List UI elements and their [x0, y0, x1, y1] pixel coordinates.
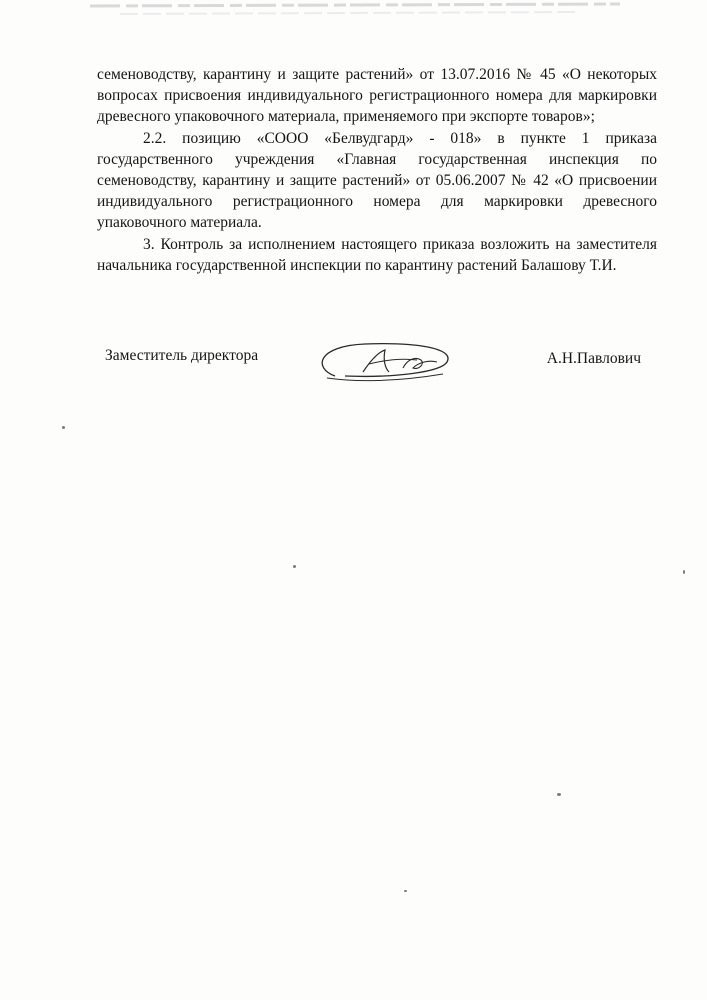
signer-position: Заместитель директора [105, 347, 259, 364]
scan-speck [62, 426, 65, 429]
order-text [97, 64, 657, 276]
scan-speck [404, 890, 407, 892]
handwritten-signature [305, 338, 465, 388]
show-through-artifact [80, 0, 640, 22]
scan-speck [683, 570, 685, 574]
scan-speck [557, 793, 561, 796]
signature-block [97, 338, 657, 388]
paragraph-continuation: семеноводству, карантину и защите растений» от 13.07.2016 № 45 «О некоторых вопросах присвоения индивидуального регистрационного номера для маркировки древесного упаковочного материала, применяемого при экспорте товаров»; [97, 66, 657, 126]
signer-name: А.Н.Павлович [546, 350, 641, 367]
paragraph-item-3: 3. Контроль за исполнением настоящего приказа возложить на заместителя начальника государственной инспекции по карантину растений Балашову Т.И. [97, 235, 657, 274]
scan-speck [293, 565, 296, 568]
paragraph-item-2-2: 2.2. позицию «СООО «Белвудгард» - 018» в пункте 1 приказа государственного учреждения «Главная государственная инспекция по семеноводству, карантину и защите растений» от 05.06.2007 № 42 «О присвоении индивидуального регистрационного номера для маркировки древесного упаковочного материала. [97, 129, 657, 232]
